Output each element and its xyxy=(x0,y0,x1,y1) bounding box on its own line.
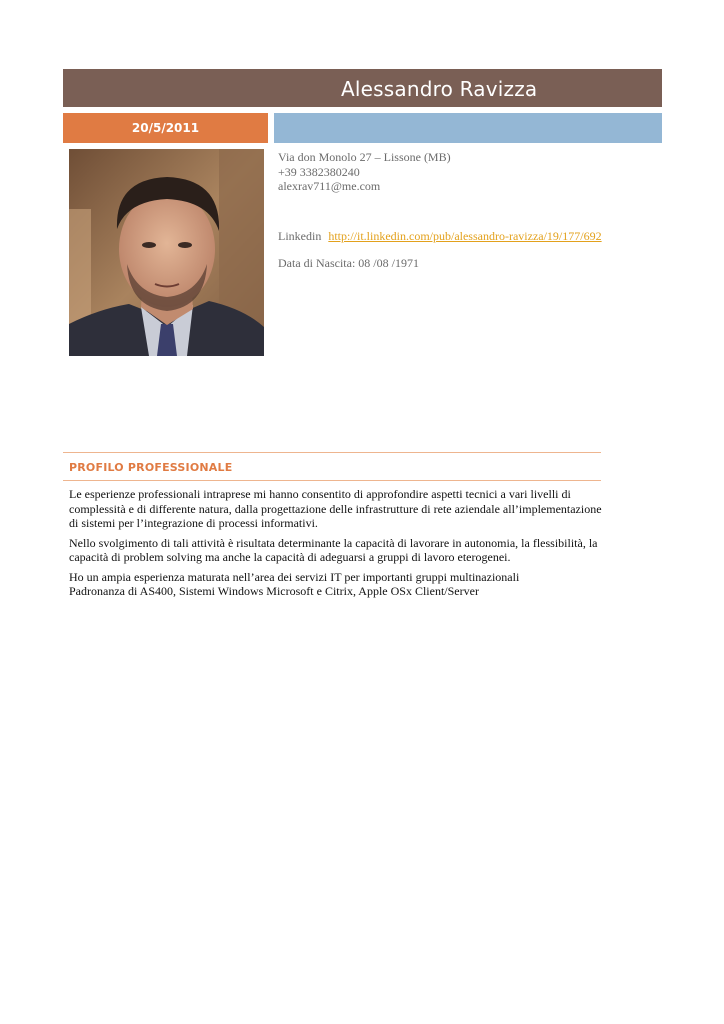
accent-bar xyxy=(274,113,662,143)
profile-paragraph: Ho un ampia esperienza maturata nell’area dei servizi IT per importanti gruppi multinazionali xyxy=(69,569,520,584)
profile-photo xyxy=(69,149,264,356)
profile-paragraph: Le esperienze professionali intraprese mi hanno consentito di approfondire aspetti tecnici a vari livelli di complessità e di differente natura, dalla progettazione delle infrastrutture di rete aziendale all’implementazione di sistemi per l’integrazione di processi informativi. xyxy=(69,487,602,530)
document-date: 20/5/2011 xyxy=(131,121,200,135)
phone: +39 3382380240 xyxy=(278,164,360,179)
address: Via don Monolo 27 – Lissone (MB) xyxy=(278,150,451,164)
linkedin-link[interactable]: http://it.linkedin.com/pub/alessandro-ravizza/19/177/692 xyxy=(328,229,602,243)
section-title: PROFILO PROFESSIONALE xyxy=(69,461,233,474)
date-bar xyxy=(63,113,268,143)
profile-paragraph: Padronanza di AS400, Sistemi Windows Microsoft e Citrix, Apple OSx Client/Server xyxy=(69,584,479,598)
linkedin-row xyxy=(278,229,602,244)
email: alexrav711@me.com xyxy=(278,179,381,193)
section-divider-bottom xyxy=(63,480,601,481)
contact-block xyxy=(278,150,658,194)
section-divider-top xyxy=(63,452,601,453)
birth-date: Data di Nascita: 08 /08 /1971 xyxy=(278,256,419,270)
profile-text xyxy=(69,487,604,599)
linkedin-label: Linkedin xyxy=(278,229,322,243)
header-bar xyxy=(63,69,662,107)
profile-paragraph: Nello svolgimento di tali attività è risultata determinante la capacità di lavorare in autonomia, la flessibilità, la capacità di problem solving ma anche la capacità di adeguarsi a gruppi di lavoro eterogenei. xyxy=(69,535,598,564)
page-title: Alessandro Ravizza xyxy=(341,77,538,101)
